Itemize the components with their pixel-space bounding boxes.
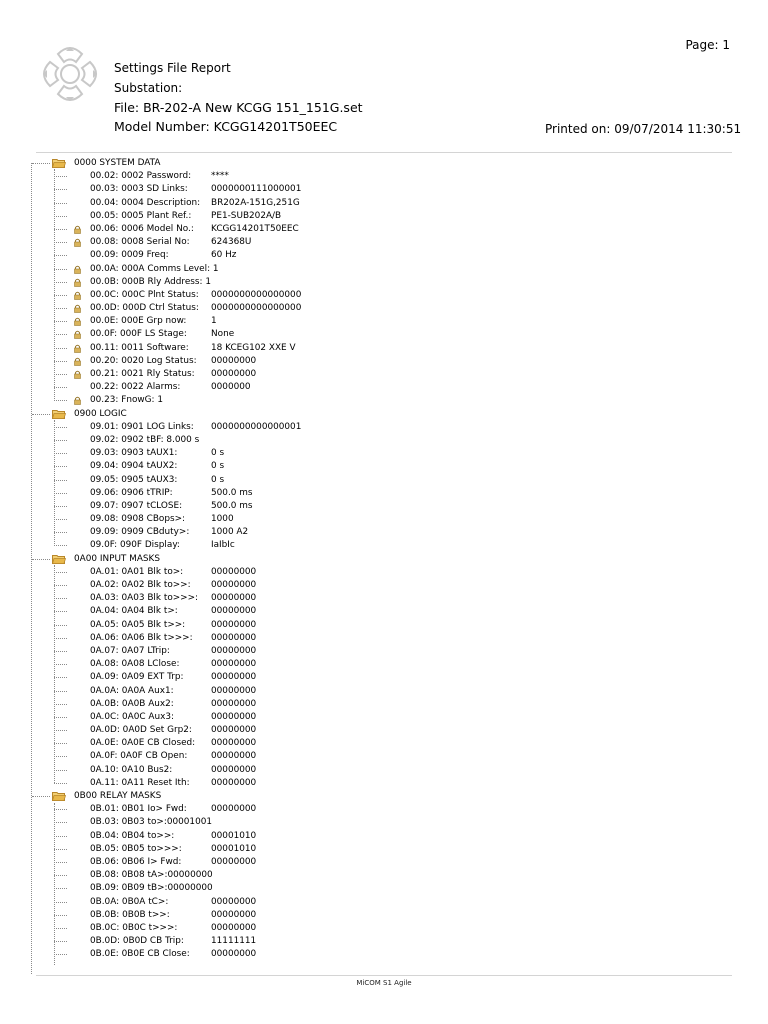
setting-label: 0A.07: 0A07 LTrip: xyxy=(90,645,170,656)
tree-connector xyxy=(54,730,67,731)
tree-connector xyxy=(32,163,50,164)
setting-value: 18 KCEG102 XXE V xyxy=(211,342,296,353)
setting-value: 500.0 ms xyxy=(211,487,253,498)
tree-connector xyxy=(54,862,67,863)
setting-label: 0B.0A: 0B0A tC>: xyxy=(90,896,169,907)
lock-icon xyxy=(74,265,81,274)
page-number: Page: 1 xyxy=(685,38,730,52)
tree-item[interactable] xyxy=(30,579,430,592)
setting-value: 00000000 xyxy=(211,725,257,736)
tree-item[interactable] xyxy=(30,948,430,961)
tree-item[interactable] xyxy=(30,909,430,922)
tree-connector xyxy=(54,480,67,481)
setting-label: 09.02: 0902 tBF: 8.000 s xyxy=(90,434,200,445)
setting-value: 00000000 xyxy=(211,580,257,590)
tree-item[interactable] xyxy=(30,421,430,434)
setting-value: 00000000 xyxy=(211,764,257,775)
setting-value: 11111111 xyxy=(211,936,257,947)
setting-value: **** xyxy=(211,171,229,182)
tree-connector xyxy=(54,545,67,546)
setting-label: 0A.0B: 0A0B Aux2: xyxy=(90,698,174,709)
setting-label: 0B.0B: 0B0B t>>: xyxy=(90,909,170,920)
header-divider xyxy=(36,152,732,153)
setting-value: 00000000 xyxy=(211,672,257,683)
setting-label: 0B.0E: 0B0E CB Close: xyxy=(90,949,190,960)
lock-icon xyxy=(74,330,81,339)
tree-item[interactable] xyxy=(30,487,430,500)
setting-value: 00000000 xyxy=(211,896,257,907)
tree-connector xyxy=(54,849,67,850)
tree-item[interactable] xyxy=(30,342,430,355)
setting-value: 00001010 xyxy=(211,830,257,841)
tree-connector xyxy=(54,348,67,349)
tree-item[interactable] xyxy=(30,539,430,552)
setting-value: IaIbIc xyxy=(211,540,235,551)
tree-item[interactable] xyxy=(30,381,430,394)
setting-label: 0B.0C: 0B0C t>>>: xyxy=(90,922,178,933)
folder-label: 0B00 RELAY MASKS xyxy=(74,791,162,801)
setting-label: 09.04: 0904 tAUX2: xyxy=(90,461,178,472)
setting-value: 00000000 xyxy=(211,777,257,788)
tree-branch-line xyxy=(54,803,55,965)
tree-connector xyxy=(54,361,67,362)
folder-label: 0900 LOGIC xyxy=(74,408,127,419)
tree-item[interactable] xyxy=(30,605,430,618)
tree-item[interactable] xyxy=(30,315,430,328)
setting-label: 0A.11: 0A11 Reset Ith: xyxy=(90,777,190,788)
tree-connector xyxy=(54,493,67,494)
tree-connector xyxy=(54,189,67,190)
folder-label: 0A00 INPUT MASKS xyxy=(74,553,160,564)
tree-item[interactable] xyxy=(30,856,430,869)
footer-divider xyxy=(36,975,732,976)
setting-value: 00000000 xyxy=(211,685,257,696)
tree-item[interactable] xyxy=(30,724,430,737)
setting-label: 00.08: 0008 Serial No: xyxy=(90,237,190,248)
tree-connector xyxy=(54,466,67,467)
folder-open-icon xyxy=(52,554,66,564)
tree-item[interactable] xyxy=(30,276,430,289)
tree-item[interactable] xyxy=(30,803,430,816)
tree-item[interactable] xyxy=(30,500,430,513)
tree-item[interactable] xyxy=(30,816,430,829)
tree-connector xyxy=(54,638,67,639)
setting-label: 00.20: 0020 Log Status: xyxy=(90,355,197,366)
setting-label: 00.0F: 000F LS Stage: xyxy=(90,329,187,340)
file-name: File: BR-202-A New KCGG 151_151G.set xyxy=(114,100,363,115)
setting-label: 0A.01: 0A01 Blk to>: xyxy=(90,566,184,577)
setting-label: 00.0A: 000A Comms Level: 1 xyxy=(90,263,219,274)
tree-connector xyxy=(54,770,67,771)
tree-item[interactable] xyxy=(30,263,430,276)
folder-open-icon xyxy=(52,409,66,419)
setting-value: BR202A-151G,251G xyxy=(211,197,300,208)
tree-connector xyxy=(54,387,67,388)
setting-label: 0A.06: 0A06 Blk t>>>: xyxy=(90,632,193,643)
model-number: Model Number: KCGG14201T50EEC xyxy=(114,119,338,134)
report-title: Settings File Report xyxy=(114,61,231,75)
setting-value: 0000000000000000 xyxy=(211,289,302,300)
setting-value: 0000000 xyxy=(211,382,251,393)
tree-connector xyxy=(54,677,67,678)
setting-label: 0A.02: 0A02 Blk to>>: xyxy=(90,580,191,590)
tree-item[interactable] xyxy=(30,882,430,895)
tree-item[interactable] xyxy=(30,698,430,711)
setting-value: None xyxy=(211,329,235,340)
setting-value: 00000000 xyxy=(211,645,257,656)
tree-item[interactable] xyxy=(30,830,430,843)
tree-connector xyxy=(54,242,67,243)
tree-item[interactable] xyxy=(30,592,430,605)
tree-connector xyxy=(54,941,67,942)
setting-label: 00.21: 0021 Rly Status: xyxy=(90,369,195,379)
tree-branch-line xyxy=(54,169,55,401)
tree-connector xyxy=(54,691,67,692)
tree-folder[interactable] xyxy=(30,408,430,421)
tree-item[interactable] xyxy=(30,394,430,407)
tree-connector xyxy=(54,519,67,520)
setting-label: 00.22: 0022 Alarms: xyxy=(90,382,181,393)
tree-item[interactable] xyxy=(30,447,430,460)
setting-label: 00.06: 0006 Model No.: xyxy=(90,223,194,234)
setting-label: 00.0E: 000E Grp now: xyxy=(90,316,187,327)
tree-connector xyxy=(54,453,67,454)
setting-label: 09.07: 0907 tCLOSE: xyxy=(90,500,183,511)
tree-item[interactable] xyxy=(30,210,430,223)
setting-label: 09.0F: 090F Display: xyxy=(90,540,180,551)
setting-label: 0A.0A: 0A0A Aux1: xyxy=(90,685,174,696)
tree-connector xyxy=(54,783,67,784)
setting-value: 00000000 xyxy=(211,355,257,366)
setting-label: 00.09: 0009 Freq: xyxy=(90,250,169,261)
setting-label: 0B.01: 0B01 Io> Fwd: xyxy=(90,804,187,815)
lock-icon xyxy=(74,396,81,405)
setting-value: 00000000 xyxy=(211,922,257,933)
folder-label: 0000 SYSTEM DATA xyxy=(74,158,161,168)
tree-connector xyxy=(54,809,67,810)
tree-item[interactable] xyxy=(30,896,430,909)
tree-connector xyxy=(54,176,67,177)
tree-connector xyxy=(54,717,67,718)
setting-label: 0A.0C: 0A0C Aux3: xyxy=(90,711,175,722)
tree-folder[interactable] xyxy=(30,790,430,803)
tree-connector xyxy=(54,954,67,955)
setting-label: 00.04: 0004 Description: xyxy=(90,197,201,208)
setting-label: 0B.05: 0B05 to>>>: xyxy=(90,843,182,854)
setting-value: 00000000 xyxy=(211,751,257,762)
tree-item[interactable] xyxy=(30,513,430,526)
tree-item[interactable] xyxy=(30,526,430,539)
setting-value: 0000000111000001 xyxy=(211,184,302,195)
setting-value: 500.0 ms xyxy=(211,500,253,511)
setting-label: 0A.08: 0A08 LClose: xyxy=(90,659,180,670)
tree-connector xyxy=(32,414,50,415)
setting-value: 00000000 xyxy=(211,566,257,577)
tree-connector xyxy=(54,427,67,428)
tree-connector xyxy=(54,611,67,612)
tree-item[interactable] xyxy=(30,566,430,579)
tree-item[interactable] xyxy=(30,460,430,473)
setting-value: KCGG14201T50EEC xyxy=(211,223,299,234)
folder-open-icon xyxy=(52,791,66,801)
lock-icon xyxy=(74,291,81,300)
tree-connector xyxy=(54,374,67,375)
tree-item[interactable] xyxy=(30,750,430,763)
tree-connector xyxy=(54,229,67,230)
tree-connector xyxy=(54,585,67,586)
setting-label: 0B.03: 0B03 to>:00001001 xyxy=(90,817,213,828)
setting-value: 00000000 xyxy=(211,593,257,604)
setting-value: 00000000 xyxy=(211,606,257,617)
tree-connector xyxy=(54,255,67,256)
tree-item[interactable] xyxy=(30,223,430,236)
tree-connector xyxy=(54,216,67,217)
tree-item[interactable] xyxy=(30,197,430,210)
lock-icon xyxy=(74,238,81,247)
tree-connector xyxy=(54,598,67,599)
setting-value: 00000000 xyxy=(211,804,257,815)
setting-label: 09.05: 0905 tAUX3: xyxy=(90,474,178,485)
setting-label: 0B.09: 0B09 tB>:00000000 xyxy=(90,883,213,894)
setting-value: 624368U xyxy=(211,237,252,248)
lock-icon xyxy=(74,344,81,353)
tree-connector xyxy=(54,203,67,204)
micom-keypad-logo xyxy=(36,40,104,108)
setting-value: 00000000 xyxy=(211,619,257,630)
setting-label: 00.02: 0002 Password: xyxy=(90,171,192,182)
tree-item[interactable] xyxy=(30,236,430,249)
tree-item[interactable] xyxy=(30,645,430,658)
tree-item[interactable] xyxy=(30,671,430,684)
setting-label: 09.01: 0901 LOG Links: xyxy=(90,421,194,432)
settings-tree xyxy=(30,157,430,961)
setting-value: 00000000 xyxy=(211,909,257,920)
tree-connector xyxy=(54,308,67,309)
tree-folder[interactable] xyxy=(30,157,430,170)
lock-icon xyxy=(74,278,81,287)
setting-label: 0A.10: 0A10 Bus2: xyxy=(90,764,173,775)
tree-item[interactable] xyxy=(30,764,430,777)
setting-value: 00000000 xyxy=(211,632,257,643)
setting-value: 0 s xyxy=(211,448,225,459)
tree-connector xyxy=(54,888,67,889)
setting-label: 0B.04: 0B04 to>>: xyxy=(90,830,175,841)
setting-value: 0000000000000001 xyxy=(211,421,302,432)
lock-icon xyxy=(74,357,81,366)
tree-connector xyxy=(54,282,67,283)
setting-label: 0B.08: 0B08 tA>:00000000 xyxy=(90,870,213,881)
setting-value: 00000000 xyxy=(211,856,257,867)
tree-connector xyxy=(54,875,67,876)
setting-label: 09.09: 0909 CBduty>: xyxy=(90,527,190,538)
tree-connector xyxy=(54,506,67,507)
tree-folder[interactable] xyxy=(30,553,430,566)
substation-label: Substation: xyxy=(114,81,183,95)
setting-value: 00000000 xyxy=(211,711,257,722)
setting-label: 09.06: 0906 tTRIP: xyxy=(90,487,173,498)
tree-connector xyxy=(54,440,67,441)
tree-item[interactable] xyxy=(30,737,430,750)
tree-connector xyxy=(32,559,50,560)
setting-label: 09.08: 0908 CBops>: xyxy=(90,514,186,525)
tree-item[interactable] xyxy=(30,474,430,487)
setting-value: 0000000000000000 xyxy=(211,303,302,314)
setting-value: 00000000 xyxy=(211,659,257,670)
setting-label: 00.11: 0011 Software: xyxy=(90,342,189,353)
tree-item[interactable] xyxy=(30,328,430,341)
tree-item[interactable] xyxy=(30,935,430,948)
lock-icon xyxy=(74,317,81,326)
tree-connector xyxy=(54,822,67,823)
tree-branch-line xyxy=(54,420,55,546)
setting-value: 1 xyxy=(211,316,217,327)
tree-connector xyxy=(54,321,67,322)
setting-value: 1000 xyxy=(211,514,234,525)
tree-connector xyxy=(54,743,67,744)
tree-connector xyxy=(54,915,67,916)
tree-item[interactable] xyxy=(30,711,430,724)
setting-label: 0A.0D: 0A0D Set Grp2: xyxy=(90,725,192,736)
setting-label: 00.0B: 000B Rly Address: 1 xyxy=(90,276,212,287)
tree-connector xyxy=(54,269,67,270)
tree-connector xyxy=(54,756,67,757)
footer-text: MiCOM S1 Agile xyxy=(356,979,412,987)
tree-item[interactable] xyxy=(30,922,430,935)
tree-item[interactable] xyxy=(30,869,430,882)
tree-connector xyxy=(54,836,67,837)
setting-value: 00000000 xyxy=(211,698,257,709)
folder-open-icon xyxy=(52,158,66,168)
tree-item[interactable] xyxy=(30,289,430,302)
tree-item[interactable] xyxy=(30,249,430,262)
setting-label: 0B.06: 0B06 I> Fwd: xyxy=(90,856,182,867)
tree-connector xyxy=(54,334,67,335)
tree-connector xyxy=(54,572,67,573)
setting-value: 0 s xyxy=(211,474,225,485)
setting-label: 0A.0F: 0A0F CB Open: xyxy=(90,751,188,762)
printed-on: Printed on: 09/07/2014 11:30:51 xyxy=(545,122,742,136)
lock-icon xyxy=(74,370,81,379)
tree-branch-line xyxy=(54,565,55,783)
setting-label: 00.23: FnowG: 1 xyxy=(90,395,163,406)
setting-value: 00000000 xyxy=(211,369,257,379)
tree-item[interactable] xyxy=(30,183,430,196)
tree-root-line xyxy=(31,163,32,974)
tree-connector xyxy=(54,928,67,929)
setting-label: 0A.05: 0A05 Blk t>>: xyxy=(90,619,186,630)
tree-item[interactable] xyxy=(30,302,430,315)
tree-connector xyxy=(54,532,67,533)
tree-connector xyxy=(54,295,67,296)
lock-icon xyxy=(74,225,81,234)
tree-item[interactable] xyxy=(30,777,430,790)
setting-value: 00001010 xyxy=(211,843,257,854)
tree-connector xyxy=(54,902,67,903)
tree-item[interactable] xyxy=(30,434,430,447)
tree-item[interactable] xyxy=(30,355,430,368)
tree-item[interactable] xyxy=(30,632,430,645)
setting-label: 0B.0D: 0B0D CB Trip: xyxy=(90,936,184,947)
setting-label: 00.03: 0003 SD Links: xyxy=(90,184,188,195)
tree-item[interactable] xyxy=(30,170,430,183)
setting-value: 1000 A2 xyxy=(211,527,249,538)
tree-item[interactable] xyxy=(30,658,430,671)
setting-label: 00.0C: 000C Plnt Status: xyxy=(90,289,199,300)
setting-label: 0A.0E: 0A0E CB Closed: xyxy=(90,738,196,749)
tree-connector xyxy=(54,704,67,705)
setting-label: 0A.04: 0A04 Blk t>: xyxy=(90,606,178,617)
tree-connector xyxy=(54,664,67,665)
tree-connector xyxy=(54,400,67,401)
tree-item[interactable] xyxy=(30,843,430,856)
lock-icon xyxy=(74,304,81,313)
setting-value: 00000000 xyxy=(211,949,257,960)
setting-value: 0 s xyxy=(211,461,225,472)
setting-value: PE1-SUB202A/B xyxy=(211,210,282,221)
setting-label: 0A.03: 0A03 Blk to>>>: xyxy=(90,593,199,604)
setting-label: 00.0D: 000D Ctrl Status: xyxy=(90,303,199,314)
setting-label: 00.05: 0005 Plant Ref.: xyxy=(90,210,192,221)
setting-label: 0A.09: 0A09 EXT Trp: xyxy=(90,672,184,683)
tree-connector xyxy=(54,651,67,652)
tree-item[interactable] xyxy=(30,368,430,381)
setting-value: 00000000 xyxy=(211,738,257,749)
setting-value: 60 Hz xyxy=(211,250,237,261)
tree-connector xyxy=(54,625,67,626)
tree-connector xyxy=(32,796,50,797)
tree-item[interactable] xyxy=(30,685,430,698)
tree-item[interactable] xyxy=(30,619,430,632)
setting-label: 09.03: 0903 tAUX1: xyxy=(90,448,178,459)
